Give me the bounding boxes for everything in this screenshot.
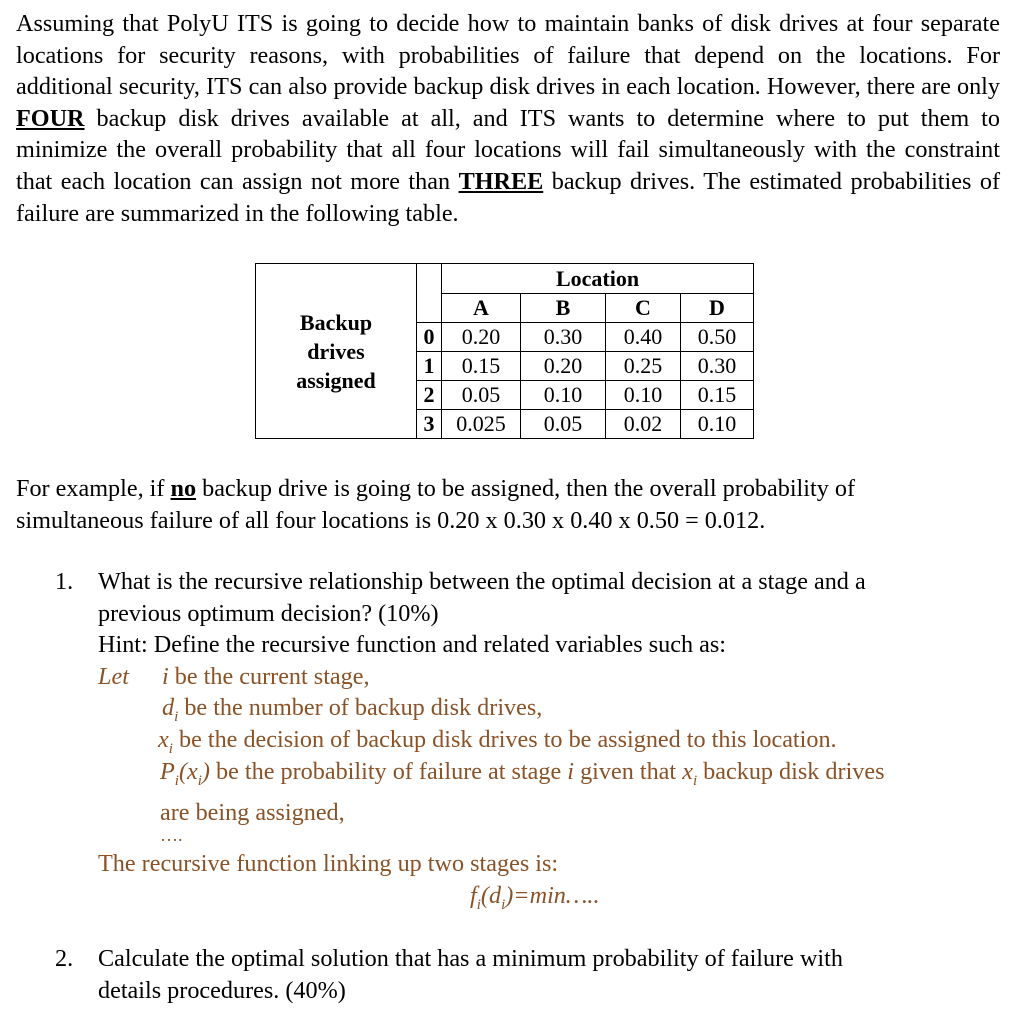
var-p-text-line2: are being assigned, xyxy=(160,799,345,827)
let-label xyxy=(98,661,129,693)
probability-cell: 0.50 xyxy=(681,323,754,352)
emphasis-three: THREE xyxy=(458,167,544,195)
intro-text-1: Assuming that PolyU ITS is going to decide how to maintain banks of disk drives at four separate locations for security reasons, with probabilities of failure that depend on the locations. For additional security, ITS can also provide backup disk drives in each location. However, there are only xyxy=(16,10,1000,101)
drives-count: 2 xyxy=(417,381,442,410)
probability-cell: 0.30 xyxy=(521,323,606,352)
example-text-3: simultaneous failure of all four locations is 0.20 x 0.30 x 0.40 x 0.50 = 0.012. xyxy=(16,506,766,534)
probability-cell: 0.05 xyxy=(442,381,521,410)
side-label-cell xyxy=(256,264,417,439)
q2-line: Calculate the optimal solution that has a minimum probability of failure with xyxy=(98,945,843,972)
drives-count: 1 xyxy=(417,352,442,381)
question-2-number: 2. xyxy=(55,945,74,972)
var-p-text-x: x xyxy=(682,758,693,785)
column-header: A xyxy=(442,294,521,323)
probability-cell: 0.025 xyxy=(442,410,521,439)
corner-cell xyxy=(417,294,442,323)
var-p-arg-close: ) xyxy=(201,758,210,785)
emphasis-no: no xyxy=(170,475,197,502)
column-header: C xyxy=(606,294,681,323)
drives-count: 0 xyxy=(417,323,442,352)
var-p-text-i: i xyxy=(567,758,575,785)
probability-cell: 0.10 xyxy=(521,381,606,410)
formula-f: f xyxy=(470,882,477,909)
column-header: B xyxy=(521,294,606,323)
ellipsis: …. xyxy=(160,825,183,845)
corner-cell xyxy=(417,264,442,294)
probability-cell: 0.10 xyxy=(681,410,754,439)
probability-cell: 0.10 xyxy=(606,381,681,410)
probability-cell: 0.20 xyxy=(521,352,606,381)
var-x: x xyxy=(158,726,169,753)
side-label-line: Backup xyxy=(299,309,373,335)
side-label-line: assigned xyxy=(296,367,376,393)
var-d-text: be the number of backup disk drives, xyxy=(178,694,543,721)
example-text-1: For example, if xyxy=(16,475,171,502)
probability-cell: 0.20 xyxy=(442,323,521,352)
var-i-definition xyxy=(162,661,370,693)
q2-line: details procedures. (40%) xyxy=(98,976,346,1004)
probability-cell: 0.25 xyxy=(606,352,681,381)
var-p-text: backup disk drives xyxy=(697,758,885,785)
var-i-text: be the current stage, xyxy=(168,663,370,690)
probability-cell: 0.15 xyxy=(681,381,754,410)
column-header: D xyxy=(681,294,754,323)
failure-probability-table xyxy=(255,263,754,439)
formula-end: )=min….. xyxy=(505,882,600,909)
formula-f-sub: i xyxy=(476,896,481,913)
probability-cell: 0.30 xyxy=(681,352,754,381)
formula-arg-sub: i xyxy=(501,896,506,913)
question-1-text xyxy=(98,566,988,661)
drives-count: 3 xyxy=(417,410,442,439)
q1-line: previous optimum decision? (10%) xyxy=(98,599,439,627)
example-text-2: backup drive is going to be assigned, then the overall probability of xyxy=(196,475,856,502)
var-p-text: given that xyxy=(574,758,683,785)
var-p-arg: (x xyxy=(178,758,198,785)
let-word: Let xyxy=(98,663,129,690)
var-d-sub: i xyxy=(174,708,179,725)
question-1-number: 1. xyxy=(55,568,74,595)
intro-paragraph xyxy=(16,8,1000,229)
var-x-sub: i xyxy=(168,740,173,757)
var-p-text-x-sub: i xyxy=(692,772,698,789)
recursive-function-label: The recursive function linking up two stages is: xyxy=(98,850,559,877)
var-p-text: be the probability of failure at stage xyxy=(209,758,568,785)
example-paragraph xyxy=(16,473,855,536)
emphasis-four: FOUR xyxy=(16,104,85,132)
side-label-line: drives xyxy=(307,338,365,364)
probability-cell: 0.15 xyxy=(442,352,521,381)
probability-cell: 0.02 xyxy=(606,410,681,439)
formula-arg: (d xyxy=(480,882,502,909)
var-p: P xyxy=(160,758,175,785)
q1-hint: Hint: Define the recursive function and related variables such as: xyxy=(98,631,726,659)
probability-cell: 0.40 xyxy=(606,323,681,352)
var-d: d xyxy=(162,694,175,721)
var-p-sub: i xyxy=(174,772,179,789)
probability-cell: 0.05 xyxy=(521,410,606,439)
intro-text-2: backup disk drives available at all, and ITS wants to determine where to put them to minimize the overall probability that all four locations will fail simultaneously with the constraint that each location can assign not more than xyxy=(16,104,1000,195)
var-x-text: be the decision of backup disk drives to be assigned to this location. xyxy=(172,726,837,753)
recursive-formula xyxy=(470,880,600,921)
q1-line: What is the recursive relationship between the optimal decision at a stage and a xyxy=(98,568,866,595)
intro-text-3: backup drives. The estimated probabilities of failure are summarized in the following table. xyxy=(16,167,1001,227)
var-p-arg-sub: i xyxy=(197,772,202,789)
var-i: i xyxy=(162,663,169,690)
question-2-text xyxy=(98,943,988,1006)
var-p-definition xyxy=(160,756,990,829)
location-header: Location xyxy=(442,264,754,294)
